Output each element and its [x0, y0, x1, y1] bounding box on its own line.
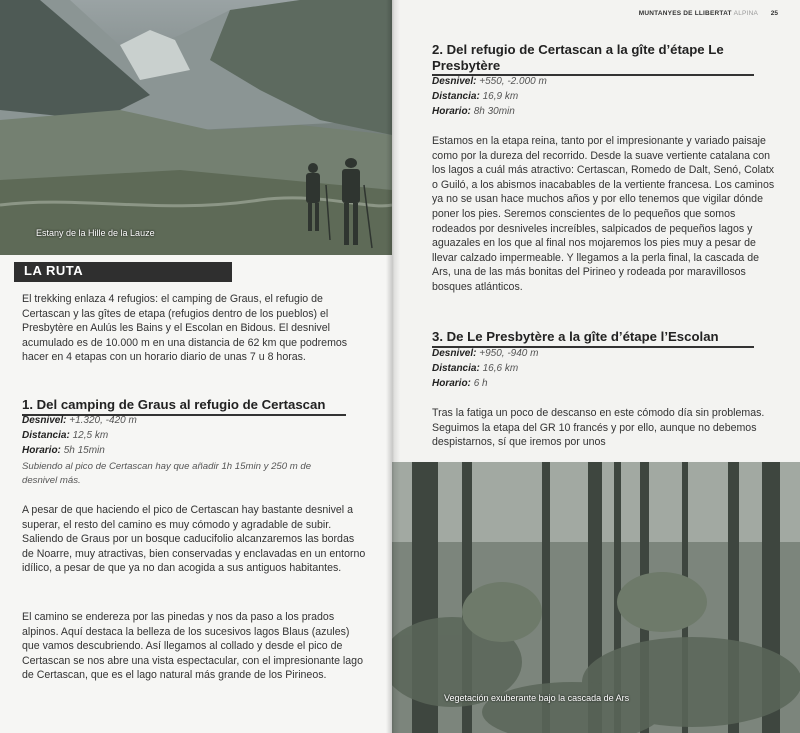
stage-1-distancia: Distancia: 12,5 km [22, 430, 109, 441]
stage-3-paragraph-1: Tras la fatiga un poco de descanso en este cómodo día sin problemas. Seguimos la etapa del GR 10 francés y por ello, aunque no debemos despistarnos, sí que iremos por unos [432, 407, 765, 449]
stage-3-horario: Horario: 6 h [432, 378, 488, 389]
stage-3-title: 3. De Le Presbytère a la gîte d’étape l’Escolan [432, 329, 719, 344]
mountain-photo [0, 0, 392, 255]
mountain-photo-caption: Estany de la Hille de la Lauze [36, 228, 155, 238]
stage-1-horario: Horario: 5h 15min [22, 445, 105, 456]
stage-1-note: Subiendo al pico de Certascan hay que añadir 1h 15min y 250 m de desnivel más. [22, 461, 312, 486]
stage-1-paragraph-1: A pesar de que haciendo el pico de Certascan hay bastante desnivel a superar, el resto del camino es muy cómodo y agradable de subir. Saliendo de Graus por un bosque caducifolio alcanzaremos las bordas de Noarre, muy atractivas, bien conservadas y enclavadas en un entorno idílico, a pesar de que ya no dan acogida a sus antiguos habitantes. [22, 504, 366, 575]
stage-2-paragraph-1: Estamos en la etapa reina, tanto por el impresionante y variado paisaje como por la dureza del recorrido. Desde la suave vertiente catalana con los lagos a cuál más atractivo: Certascan, Romedo de Dalt, Senó, Colatx o Guiló, a los abismos inacabables de la vertiente francesa. Los caminos ya no se usan hace muchos años y por ello tenemos que vigilar dónde poner los pies. Seremos conscientes de lo pequeños que somos rodeados por desniveles increíbles, salpicados de pequeños lagos y aguazales en los que al final nos mojaremos los pies muy a pesar de llevar calzado impermeable. Y llegamos a la perla final, la cascada de Ars, una de las más bonitas del Pirineo y rodeada por maravillosos bosques atlánticos. [432, 135, 775, 293]
running-header: MUNTANYES DE LLIBERTAT ALPINA [638, 10, 758, 17]
stage-2-title: 2. Del refugio de Certascan a la gîte d’étape Le Presbytère [432, 42, 724, 73]
stage-1-paragraph-2: El camino se endereza por las pinedas y nos da paso a los prados alpinos. Aquí destaca la belleza de los sucesivos lagos Blaus (azules) que vamos descubriendo. Así llegamos al collado y desde el pico de Certascan se nos abre una vista espectacular, con el impresionante lago de Certascan, que es el lago natural más grande de los Pirineos. [22, 611, 363, 682]
page-gutter [386, 0, 400, 733]
mountain-landscape-image [0, 0, 392, 255]
page-number: 25 [770, 10, 778, 17]
stage-3-desnivel: Desnivel: +950, -940 m [432, 348, 539, 359]
stage-2-distancia: Distancia: 16,9 km [432, 91, 519, 102]
stage-1-desnivel: Desnivel: +1.320, -420 m [22, 415, 137, 426]
left-page [0, 0, 392, 733]
ruta-heading: LA RUTA [24, 263, 84, 278]
forest-photo [392, 462, 800, 733]
forest-photo-caption: Vegetación exuberante bajo la cascada de Ars [444, 693, 630, 703]
stage-1-title: 1. Del camping de Graus al refugio de Certascan [22, 397, 326, 412]
ruta-intro-text: El trekking enlaza 4 refugios: el camping de Graus, el refugio de Certascan y las gîtes de etapa (refugios dentro de los pueblos) el Presbytère en Aulús les Bains y el Escolan en Bidous. El desnivel acumulado es de 10.000 m en una distancia de 62 km que podremos hacer en 4 etapas con un horario diario de unas 7 u 8 horas. [22, 293, 348, 364]
stage-2-horario: Horario: 8h 30min [432, 106, 515, 117]
stage-2-desnivel: Desnivel: +550, -2.000 m [432, 76, 547, 87]
stage-3-distancia: Distancia: 16,6 km [432, 363, 519, 374]
